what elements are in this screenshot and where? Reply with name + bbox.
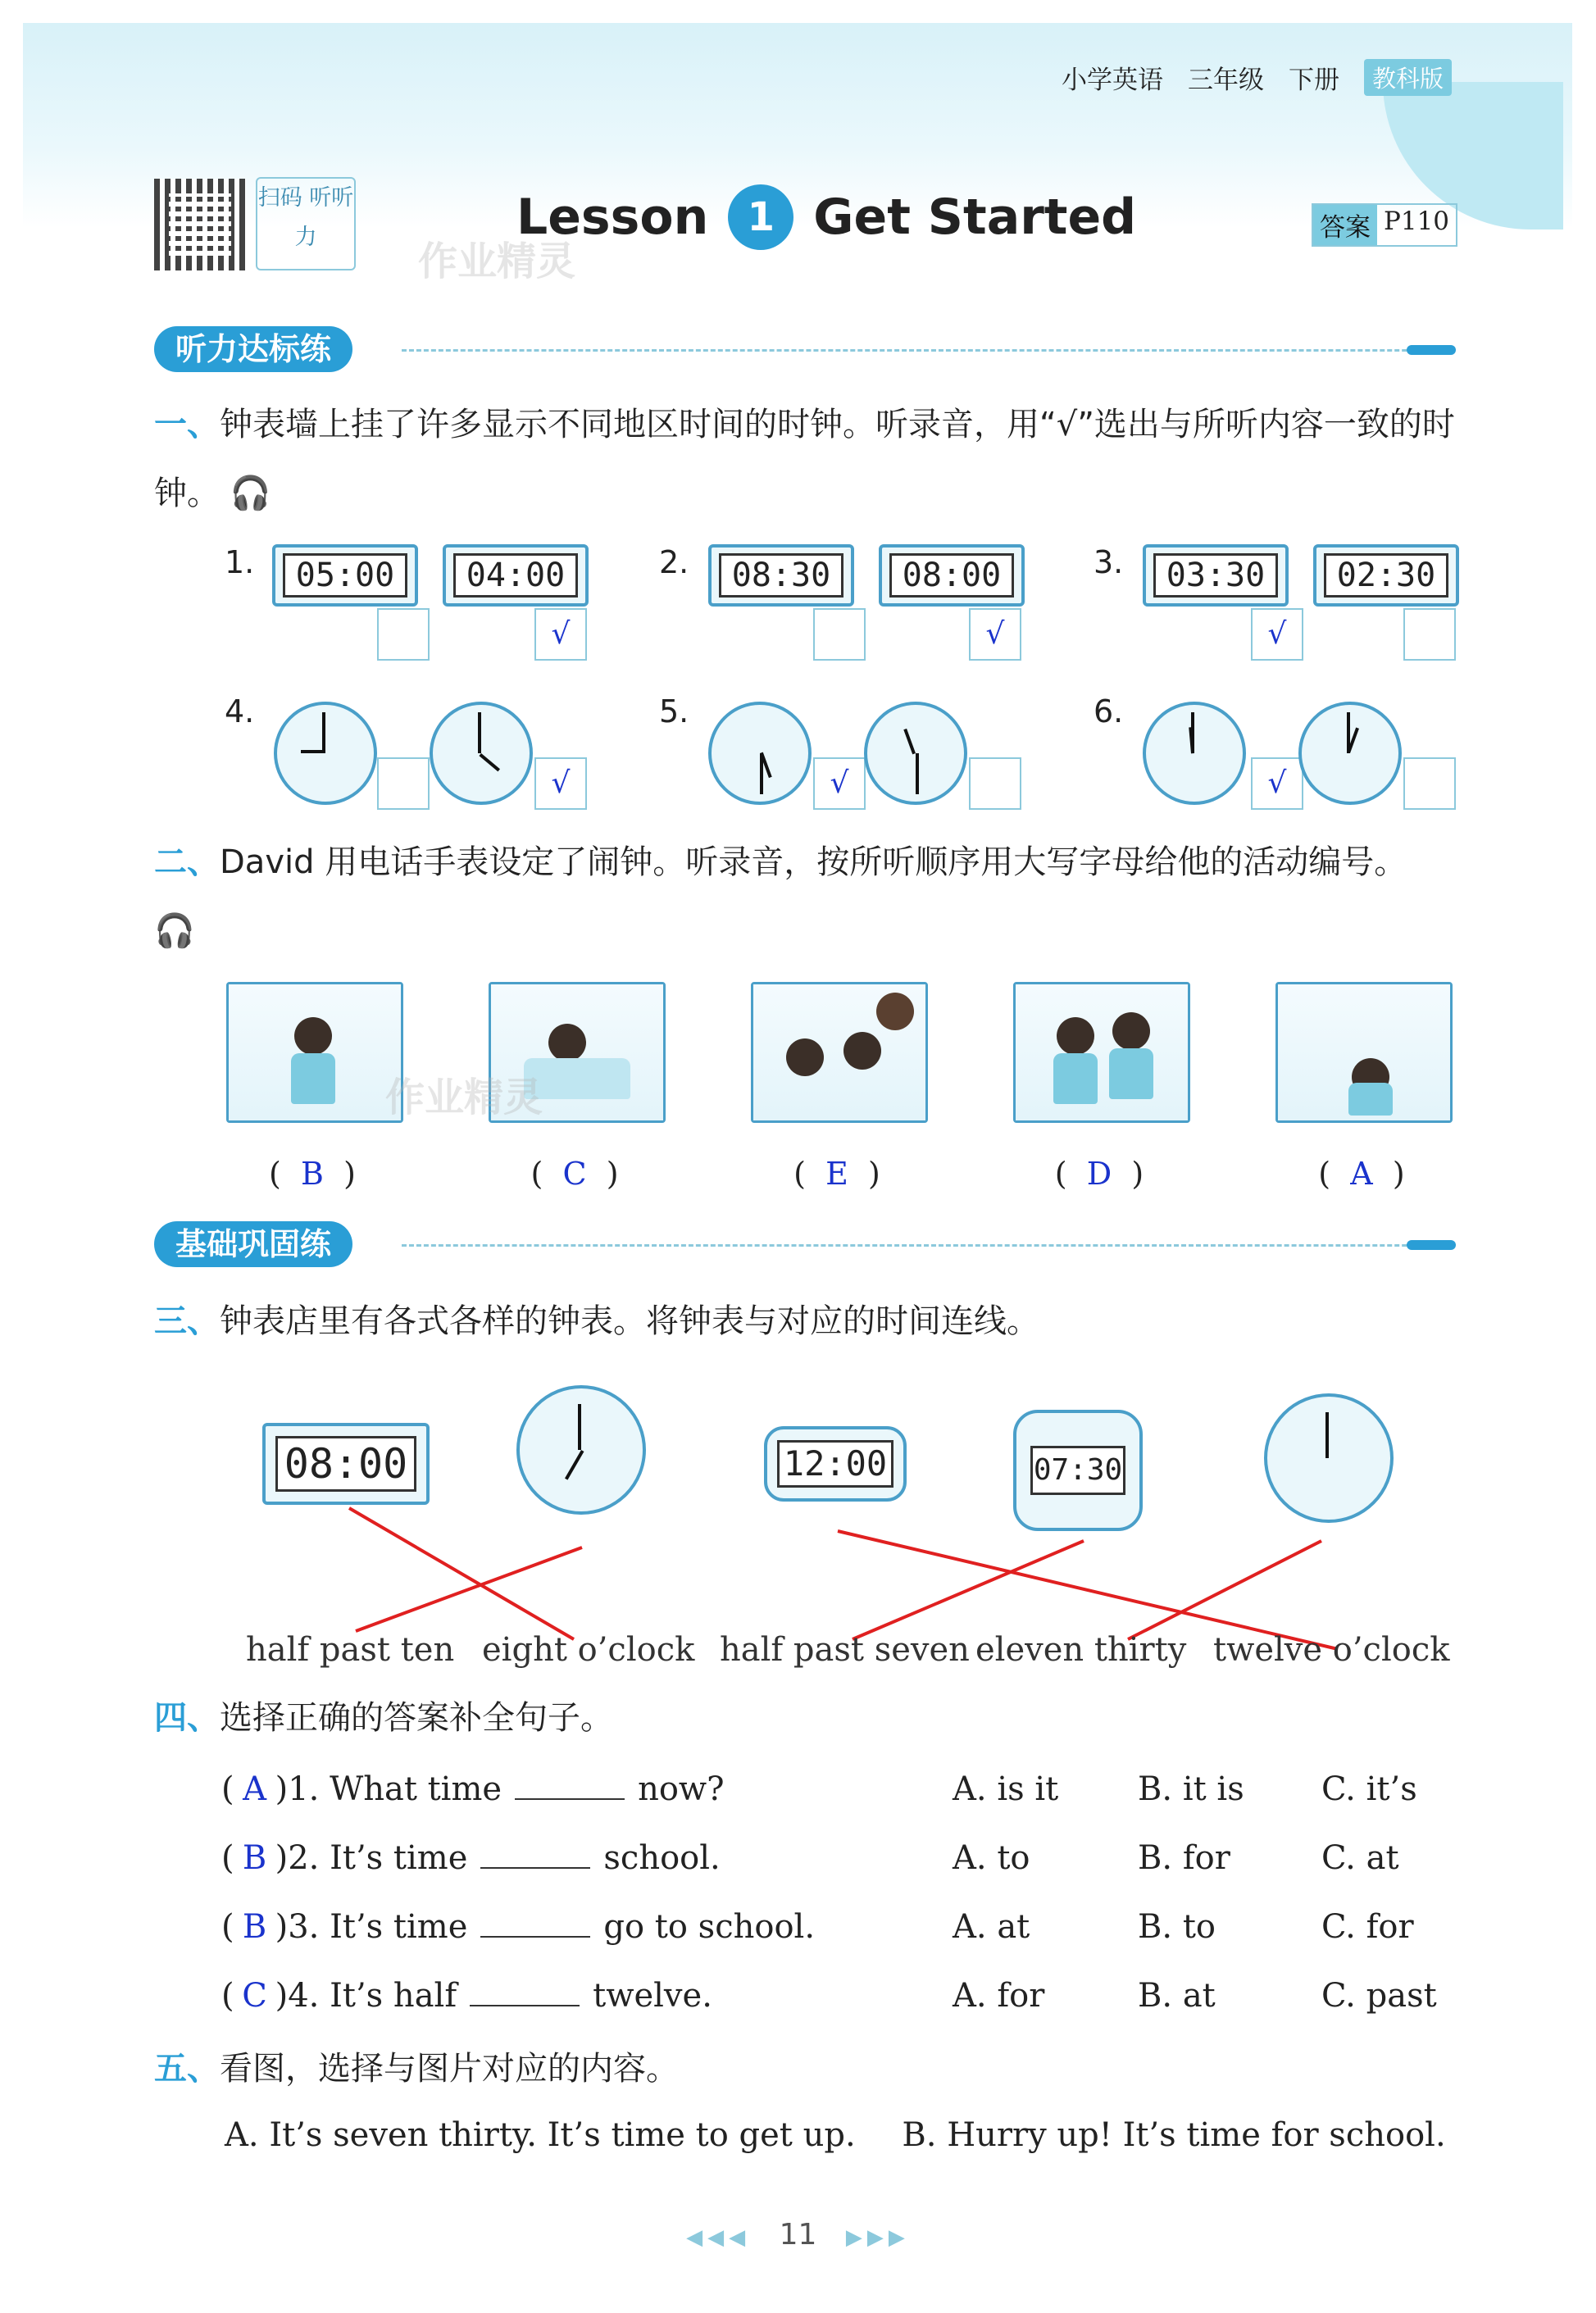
option-b[interactable]: B. it is bbox=[1138, 1770, 1244, 1808]
q5-number: 五、 bbox=[154, 2050, 220, 2088]
answer-box[interactable]: √ bbox=[1251, 757, 1303, 810]
page-number: 11 bbox=[779, 2218, 817, 2252]
digital-clock: 08:00 bbox=[262, 1423, 430, 1505]
watermark: 作业精灵 bbox=[418, 239, 576, 284]
option-a[interactable]: A. at bbox=[953, 1908, 1030, 1946]
q1-item-number: 2. bbox=[659, 544, 689, 580]
time-phrase[interactable]: eight o’clock bbox=[482, 1631, 695, 1669]
answer-paren[interactable]: ( C ) bbox=[530, 1156, 619, 1192]
digital-clock: 04:00 bbox=[443, 544, 589, 607]
option-b[interactable]: B. for bbox=[1138, 1839, 1230, 1877]
digital-clock: 08:00 bbox=[879, 544, 1025, 607]
q5-prompt bbox=[154, 2034, 1457, 2103]
q2-number: 二、 bbox=[154, 843, 220, 881]
lesson-name: Get Started bbox=[813, 189, 1137, 246]
q1-item-number: 4. bbox=[225, 693, 255, 729]
option-a[interactable]: A. for bbox=[953, 1977, 1045, 2015]
q3-number: 三、 bbox=[154, 1302, 220, 1340]
mc-row: ( B )2. It’s time school. A. to B. for C. at bbox=[221, 1839, 1399, 1877]
bow-alarm-clock: 07:30 bbox=[1013, 1410, 1143, 1531]
edition-badge: 教科版 bbox=[1364, 59, 1452, 96]
q3-text: 钟表店里有各式各样的钟表。将钟表与对应的时间连线。 bbox=[220, 1302, 1039, 1340]
answer-paren[interactable]: ( E ) bbox=[793, 1156, 880, 1192]
subject: 小学英语 bbox=[1061, 66, 1163, 95]
answer-paren[interactable]: ( B ) bbox=[269, 1156, 356, 1192]
q4-number: 四、 bbox=[154, 1699, 220, 1737]
mc-row: ( C )4. It’s half twelve. A. for B. at C. past bbox=[221, 1977, 1437, 2015]
digital-clock: 03:30 bbox=[1143, 544, 1289, 607]
option-c[interactable]: C. it’s bbox=[1321, 1770, 1417, 1808]
option-c[interactable]: C. past bbox=[1321, 1977, 1437, 2015]
section-basics: 基础巩固练 bbox=[154, 1221, 352, 1267]
q1-text: 钟表墙上挂了许多显示不同地区时间的时钟。听录音，用“√”选出与所听内容一致的时钟。 bbox=[154, 406, 1455, 512]
q1-item-number: 1. bbox=[225, 544, 255, 580]
time-phrase[interactable]: twelve o’clock bbox=[1213, 1631, 1450, 1669]
q4-prompt bbox=[154, 1684, 1457, 1752]
q1-item-number: 6. bbox=[1094, 693, 1124, 729]
answer-label: 答案 bbox=[1313, 205, 1377, 245]
answer-box[interactable]: √ bbox=[1251, 608, 1303, 661]
answer-box[interactable]: √ bbox=[813, 757, 866, 810]
option-c[interactable]: C. at bbox=[1321, 1839, 1399, 1877]
mc-row: ( A )1. What time now? A. is it B. it is C. it’s bbox=[221, 1770, 1417, 1808]
digital-clock: 08:30 bbox=[708, 544, 854, 607]
lesson-word: Lesson bbox=[516, 189, 709, 246]
option-c[interactable]: C. for bbox=[1321, 1908, 1414, 1946]
answer-box[interactable]: √ bbox=[534, 757, 587, 810]
q5-options bbox=[225, 2116, 1446, 2154]
headphones-icon: 🎧 bbox=[230, 475, 271, 512]
option-b[interactable]: B. to bbox=[1138, 1908, 1216, 1946]
option-a[interactable]: A. to bbox=[953, 1839, 1030, 1877]
answer-page: P110 bbox=[1384, 207, 1450, 236]
q4-text: 选择正确的答案补全句子。 bbox=[220, 1699, 613, 1737]
q1-item-number: 5. bbox=[659, 693, 689, 729]
digital-watch: 12:00 bbox=[764, 1426, 907, 1502]
q5-text: 看图，选择与图片对应的内容。 bbox=[220, 2050, 679, 2088]
digital-clock: 05:00 bbox=[272, 544, 418, 607]
time-phrase[interactable]: eleven thirty bbox=[975, 1631, 1187, 1669]
q1-item-number: 3. bbox=[1094, 544, 1124, 580]
volume: 下册 bbox=[1288, 66, 1339, 95]
right-arrows-icon: ▶▶▶ bbox=[845, 2225, 910, 2250]
watermark: 作业精灵 bbox=[385, 1075, 543, 1120]
time-phrase[interactable]: half past ten bbox=[246, 1631, 455, 1669]
option-b[interactable]: B. Hurry up! It’s time for school. bbox=[902, 2116, 1446, 2154]
answer-box[interactable]: √ bbox=[969, 608, 1021, 661]
q1-number: 一、 bbox=[154, 406, 220, 443]
option-a[interactable]: A. It’s seven thirty. It’s time to get up. bbox=[225, 2116, 856, 2154]
match-line bbox=[356, 1547, 582, 1631]
lesson-number: 1 bbox=[728, 184, 793, 250]
answer-paren[interactable]: ( A ) bbox=[1318, 1156, 1405, 1192]
grade: 三年级 bbox=[1187, 66, 1264, 95]
answer-box[interactable]: √ bbox=[534, 608, 587, 661]
scan-to-listen-label: 扫码 听听力 bbox=[256, 177, 356, 270]
headphones-icon: 🎧 bbox=[154, 912, 195, 950]
page-footer bbox=[0, 2218, 1596, 2252]
digital-clock: 02:30 bbox=[1313, 544, 1459, 607]
option-b[interactable]: B. at bbox=[1138, 1977, 1216, 2015]
left-arrows-icon: ◀◀◀ bbox=[686, 2225, 751, 2250]
section-listening: 听力达标练 bbox=[154, 326, 352, 372]
answer-paren[interactable]: ( D ) bbox=[1054, 1156, 1144, 1192]
mc-row: ( B )3. It’s time go to school. A. at B. to C. for bbox=[221, 1908, 1414, 1946]
q2-text: David 用电话手表设定了闹钟。听录音，按所听顺序用大写字母给他的活动编号。 bbox=[220, 843, 1407, 881]
match-line bbox=[853, 1541, 1084, 1639]
match-line bbox=[1128, 1541, 1321, 1639]
option-a[interactable]: A. is it bbox=[953, 1770, 1059, 1808]
time-phrase[interactable]: half past seven bbox=[720, 1631, 970, 1669]
